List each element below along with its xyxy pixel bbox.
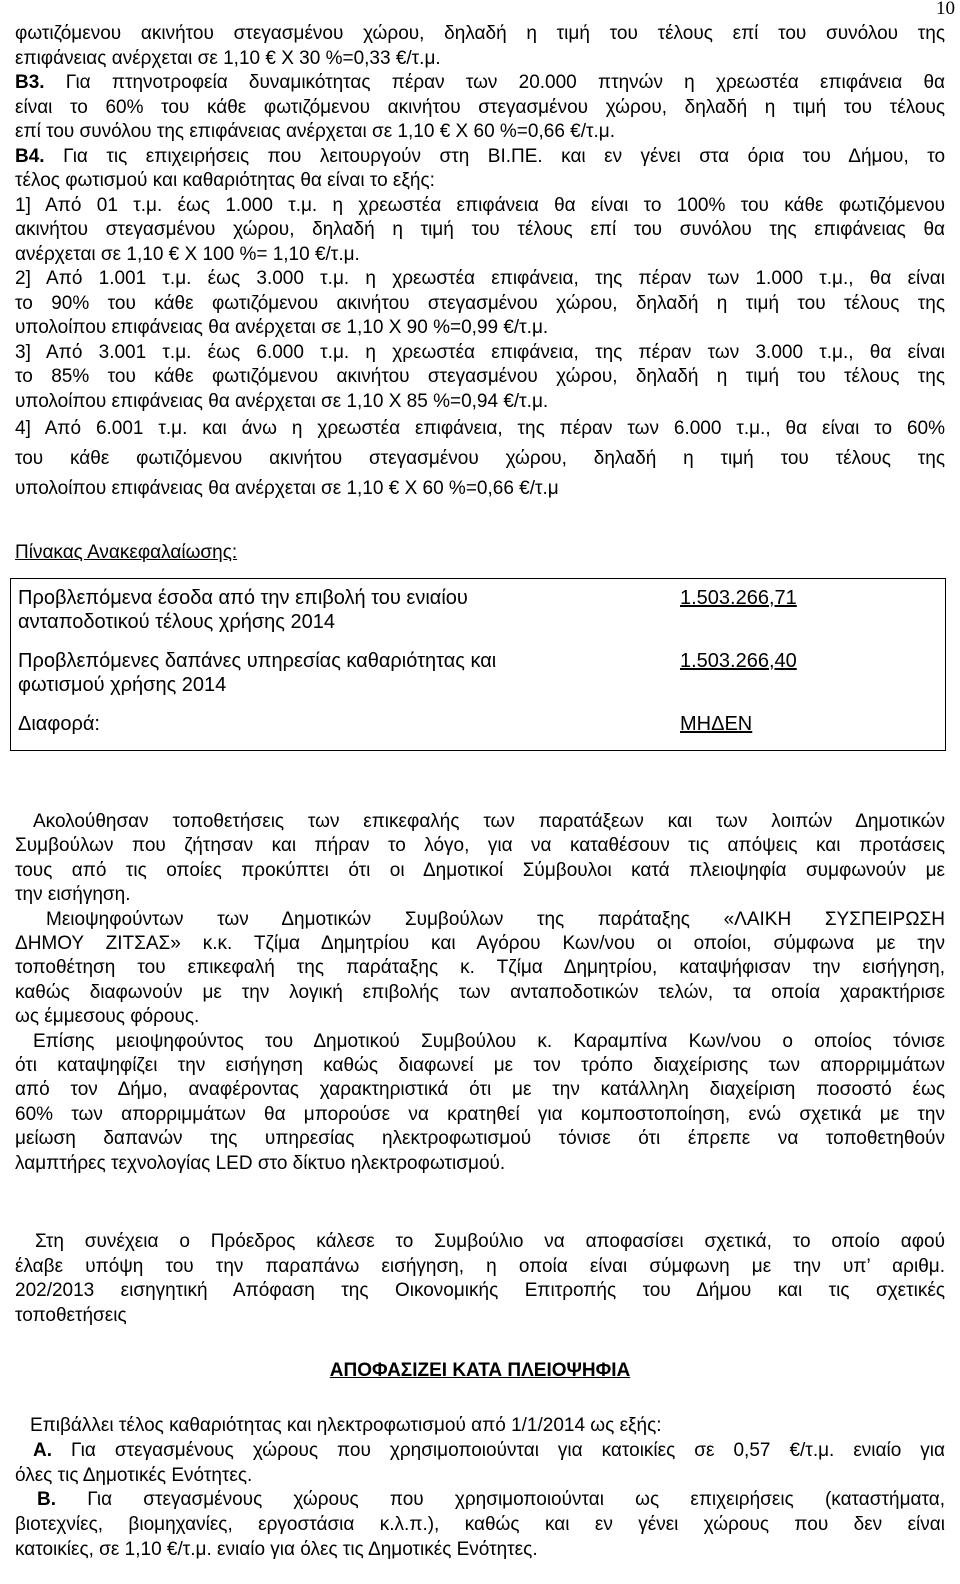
paragraph-line: Ακολούθησαν τοποθετήσεις των επικεφαλής των παρατάξεων και των λοιπών Δημοτικών <box>33 811 945 832</box>
paragraph-line: Μειοψηφούντων των Δημοτικών Συμβούλων της παράταξης «ΛΑΙΚΗ ΣΥΣΠΕΙΡΩΣΗ <box>46 908 945 930</box>
text-span: Για στεγασμένους χώρους που χρησιμοποιούνται για κατοικίες σε 0,57 €/τ.μ. ενιαίο για <box>71 1439 946 1461</box>
decision-a-first-line <box>15 1439 945 1464</box>
decision-heading: ΑΠΟΦΑΣΙΖΕΙ ΚΑΤΑ ΠΛΕΙΟΨΗΦΙΑ <box>329 1360 631 1381</box>
paragraph-line: λαμπτήρες τεχνολογίας LED στο δίκτυο ηλεκτροφωτισμού. <box>15 1152 506 1174</box>
decision-section <box>15 1414 945 1563</box>
paragraph-line: όλες τις Δημοτικές Ενότητες. <box>15 1464 253 1486</box>
b4-first-line <box>15 145 945 170</box>
table-cell-label <box>11 642 664 705</box>
b4-item-4-line: 4] Από 6.001 τ.μ. και άνω η χρεωστέα επιφάνεια, της πέραν των 6.000 τ.μ., θα είναι το 60% <box>15 418 945 439</box>
text-span: Για τις επιχειρήσεις που λειτουργούν στη ΒΙ.ΠΕ. και εν γένει στα όρια του Δήμου, το <box>63 145 946 167</box>
b4-item-3-line: υπολοίπου επιφάνειας θα ανέρχεται σε 1,10 Χ 85 %=0,94 €/τ.μ. <box>15 390 549 412</box>
paragraph-line: ότι καταψηφίζει την εισήγηση καθώς διαφωνεί με τον τρόπο διαχείρισης των απορριμμάτων <box>15 1055 945 1077</box>
paragraph-line: 60% των απορριμμάτων θα μπορούσε να κρατηθεί για κομποστοποίηση, ενώ σχετικά με την <box>15 1103 945 1125</box>
summary-table <box>10 578 946 751</box>
b4-item-4-line: υπολοίπου επιφάνειας θα ανέρχεται σε 1,10 € Χ 60 %=0,66 €/τ.μ <box>15 478 559 499</box>
text-line: Διαφορά: <box>18 713 100 735</box>
decision-intro: Επιβάλλει τέλος καθαριότητας και ηλεκτροφωτισμού από 1/1/2014 ως εξής: <box>30 1415 662 1436</box>
text-span: Για πτηνοτροφεία δυναμικότητας πέραν των 20.000 πτηνών η χρεωστέα επιφάνεια θα <box>65 72 945 93</box>
table-cell-label <box>11 579 664 643</box>
paragraph-line: μείωση δαπανών της υπηρεσίας ηλεκτροφωτισμού τόνισε ότι έπρεπε να τοποθετηθούν <box>15 1128 945 1150</box>
paragraph-line: από τον Δήμο, αναφέροντας χαρακτηριστικά ότι με την κατάλληλη διαχείριση ποσοστό έως <box>15 1079 945 1101</box>
paragraph-line: τοποθέτηση του επικεφαλή της παράταξης κ. Τζίμα Δημητρίου, καταψήφισαν την εισήγηση, <box>15 957 945 979</box>
b4-item-4-line: του κάθε φωτιζόμενου ακινήτου στεγασμένου χώρου, δηλαδή η τιμή του τέλους της <box>15 448 945 469</box>
table-cell-value: 1.503.266,40 <box>680 650 797 672</box>
text-line: ανταποδοτικού τέλους χρήσης 2014 <box>18 611 335 633</box>
text-line: Προβλεπόμενες δαπάνες υπηρεσίας καθαριότητας και <box>18 650 497 672</box>
b4-item-3-line: 3] Από 3.001 τ.μ. έως 6.000 τ.μ. η χρεωστέα επιφάνεια, της πέραν των 3.000 τ.μ., θα είναι <box>15 341 945 363</box>
decision-b-first-line <box>15 1488 945 1513</box>
table-cell-value: 1.503.266,71 <box>680 587 797 609</box>
table-cell-label <box>11 705 664 751</box>
table-row <box>11 642 946 705</box>
paragraph-line: καθώς διαφωνούν με την λογική επιβολής των ανταποδοτικών τελών, τα οποία χαρακτήρισε <box>15 981 945 1003</box>
paragraph-line: βιοτεχνίες, βιομηχανίες, εργοστάσια κ.λ.π.), καθώς και εν γένει χώρους που δεν είναι <box>15 1514 945 1536</box>
b3-label: Β3. <box>15 72 45 93</box>
paragraph-line: Επίσης μειοψηφούντος του Δημοτικού Συμβούλου κ. Καραμπίνα Κων/νου ο οποίος τόνισε <box>33 1030 945 1052</box>
text-line: επιφάνειας ανέρχεται σε 1,10 € Χ 30 %=0,33 €/τ.μ. <box>15 47 441 69</box>
b4-item-1-line: 1] Από 01 τ.μ. έως 1.000 τ.μ. η χρεωστέα επιφάνεια θα είναι το 100% του κάθε φωτιζόμενου <box>15 194 945 216</box>
paragraph-line: Στη συνέχεια ο Πρόεδρος κάλεσε το Συμβούλιο να αποφασίσει σχετικά, το οποίο αφού <box>35 1231 945 1252</box>
president-paragraph <box>15 1230 945 1328</box>
text-line: φωτιζόμενου ακινήτου στεγασμένου χώρου, δηλαδή η τιμή του τέλους επί του συνόλου της <box>15 23 945 44</box>
table-row <box>11 705 946 751</box>
b4-item-2-line: 2] Από 1.001 τ.μ. έως 3.000 τ.μ. η χρεωστέα επιφάνεια, της πέραν των 1.000 τ.μ., θα είναι <box>15 268 945 289</box>
b4-item-2-line: το 90% του κάθε φωτιζόμενου ακινήτου στεγασμένου χώρου, δηλαδή η τιμή του τέλους της <box>15 292 945 314</box>
paragraph-line: ΔΗΜΟΥ ΖΙΤΣΑΣ» κ.κ. Τζίμα Δημητρίου και Αγόρου Κων/νου οι οποίοι, σύμφωνα με την <box>15 933 945 955</box>
text-line: Προβλεπόμενα έσοδα από την επιβολή του ενιαίου <box>18 587 468 609</box>
discussion-section <box>15 810 945 1176</box>
b4-item-1-line: ακινήτου στεγασμένου χώρου, δηλαδή η τιμή του τέλους επί του συνόλου της επιφάνειας θα <box>15 219 945 240</box>
page-number: 10 <box>936 0 955 19</box>
text-line: φωτισμού χρήσης 2014 <box>18 674 227 696</box>
text-line: τέλος φωτισμού και καθαριότητας θα είναι το εξής: <box>15 170 435 191</box>
text-line: επί του συνόλου της επιφάνειας ανέρχεται σε 1,10 € Χ 60 %=0,66 €/τ.μ. <box>15 121 616 142</box>
text-line: είναι το 60% του κάθε φωτιζόμενου ακινήτου στεγασμένου χώρου, δηλαδή η τιμή του τέλους <box>15 96 945 118</box>
paragraph-line: Συμβούλων που ζήτησαν και πήραν το λόγο, για να καταθέσουν τις απόψεις και προτάσεις <box>15 835 945 857</box>
paragraph-line: κατοικίες, σε 1,10 €/τ.μ. ενιαίο για όλες τις Δημοτικές Ενότητες. <box>15 1538 538 1560</box>
paragraph-line: τοποθετήσεις <box>15 1304 127 1326</box>
paragraph-line: τους από τις οποίες προκύπτει ότι οι Δημοτικοί Σύμβουλοι κατά πλειοψηφία συμφωνούν με <box>15 859 945 881</box>
b3-first-line <box>15 71 945 96</box>
paragraph-line: 202/2013 εισηγητική Απόφαση της Οικονομικής Επιτροπής του Δήμου και τις σχετικές <box>15 1280 945 1302</box>
paragraph-line: ως έμμεσους φόρους. <box>15 1006 200 1028</box>
b4-label: Β4. <box>15 145 45 167</box>
paragraph-line: την εισήγηση. <box>15 884 131 906</box>
summary-title: Πίνακας Ανακεφαλαίωσης: <box>15 542 238 563</box>
table-row <box>11 579 946 643</box>
paragraph-line: έλαβε υπόψη του την παραπάνω εισήγηση, η οποία είναι σύμφωνη με την υπ’ αριθμ. <box>15 1255 945 1277</box>
text-span: Για στεγασμένους χώρους που χρησιμοποιούνται ως επιχειρήσεις (καταστήματα, <box>87 1489 945 1511</box>
fee-categories-section <box>15 22 945 504</box>
b4-item-1-line: ανέρχεται σε 1,10 € Χ 100 %= 1,10 €/τ.μ. <box>15 243 360 265</box>
table-cell-value: ΜΗΔΕΝ <box>680 713 753 735</box>
decision-a-label: Α. <box>33 1439 52 1461</box>
b4-item-3-line: το 85% του κάθε φωτιζόμενου ακινήτου στεγασμένου χώρου, δηλαδή η τιμή του τέλους της <box>15 366 945 387</box>
b4-item-2-line: υπολοίπου επιφάνειας θα ανέρχεται σε 1,10 Χ 90 %=0,99 €/τ.μ. <box>15 317 549 338</box>
decision-b-label: Β. <box>37 1489 56 1511</box>
